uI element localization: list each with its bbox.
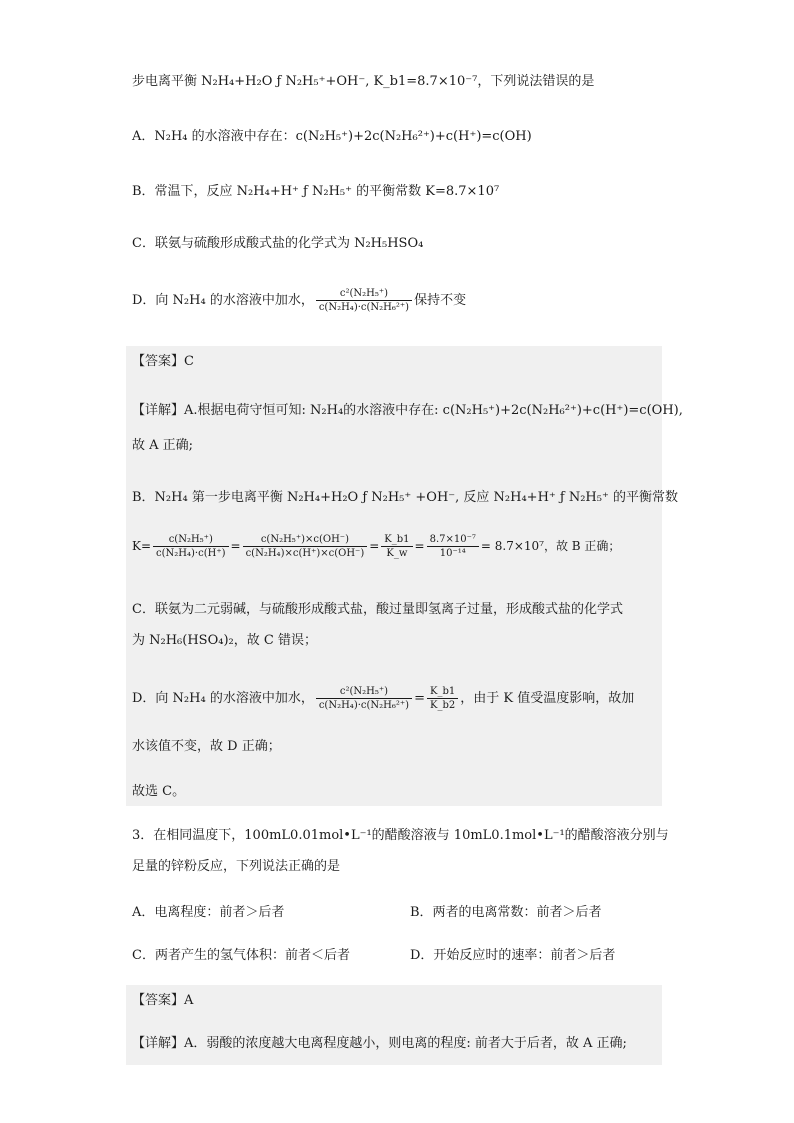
q2-option-d-fraction <box>316 287 412 314</box>
q2-option-d-post: 保持不变 <box>414 293 467 308</box>
equation-fraction-4 <box>427 533 479 560</box>
fraction-denominator: c(N₂H₄)·c(N₂H₆²⁺) <box>318 302 410 313</box>
q3-option-c: C．两者产生的氢气体积：前者＜后者 <box>132 948 350 963</box>
q3-detail-a: 【详解】A．弱酸的浓度越大电离程度越小，则电离的程度: 前者大于后者，故 A 正确; <box>132 1036 627 1051</box>
fraction-numerator: K_b1 <box>381 533 412 547</box>
fraction-denominator: c(N₂H₄)·c(H⁺) <box>156 548 226 559</box>
fraction-denominator: 10⁻¹⁴ <box>439 548 466 559</box>
q2-detail-a-line2: 故 A 正确; <box>132 438 194 453</box>
q2-detail-d-line2: 水该值不变，故 D 正确； <box>132 739 281 754</box>
equation-fraction-3 <box>381 533 412 560</box>
q2-option-d <box>132 284 466 318</box>
q2-option-c: C．联氨与硫酸形成酸式盐的化学式为 N₂H₅HSO₄ <box>132 236 424 251</box>
q2-answer: 【答案】C <box>132 354 194 369</box>
fraction-numerator: K_b1 <box>427 685 458 699</box>
fraction-numerator: c²(N₂H₅⁺) <box>316 685 412 699</box>
fraction-denominator: c(N₂H₄)×c(H⁺)×c(OH⁻) <box>245 548 365 559</box>
fraction-numerator: c(N₂H₅⁺) <box>153 533 228 547</box>
q2-detail-d-pre: D．向 N₂H₄ 的水溶液中加水， <box>132 691 314 706</box>
detail-d-fraction-2 <box>427 685 458 712</box>
fraction-denominator: K_b2 <box>429 700 456 711</box>
fraction-numerator: 8.7×10⁻⁷ <box>427 533 479 547</box>
q3-answer: 【答案】A <box>132 993 194 1008</box>
q3-option-b: B．两者的电离常数：前者＞后者 <box>410 905 602 920</box>
q2-detail-d-post: ，由于 K 值受温度影响，故加 <box>460 691 635 706</box>
q2-detail-a-line1: 【详解】A.根据电荷守恒可知: N₂H₄的水溶液中存在: c(N₂H₅⁺)+2c(N₂H₆²⁺)+c(H⁺)=c(OH), <box>132 403 683 418</box>
q2-detail-c-line2: 为 N₂H₆(HSO₄)₂，故 C 错误； <box>132 633 317 648</box>
q2-stem: 步电离平衡 N₂H₄+H₂O ƒ N₂H₅⁺+OH⁻, K_b1=8.7×10⁻⁷，下列说法错误的是 <box>132 74 595 89</box>
detail-d-fraction-1 <box>316 685 412 712</box>
q2-detail-b-equation: K= $\frac{\text{c(N₂H₅⁺)}}{\text{c(N₂H₄)·c(H⁺)}}$ = $\frac{\text{c(N₂H₅⁺)×c(OH⁻)}}{\text{c(N₂H₄)×c(H⁺)×c(OH⁻)}}$ = $\frac{K\_b1}{K\_w}$ = $\frac{\text{8.7×10⁻⁷}}{\text{10⁻¹⁴}}$ = 8.7×10⁷，故 B 正确； <box>132 534 621 559</box>
fraction-denominator: K_w <box>386 548 408 559</box>
q2-detail-b-line1: B．N₂H₄ 第一步电离平衡 N₂H₄+H₂O ƒ N₂H₅⁺ +OH⁻, 反应 N₂H₄+H⁺ ƒ N₂H₅⁺ 的平衡常数 <box>132 490 678 505</box>
fraction-denominator: c(N₂H₄)·c(N₂H₆²⁺) <box>318 700 410 711</box>
q2-detail-d-line1: D．向 N₂H₄ 的水溶液中加水， $\frac{\text{c²(N₂H₅⁺)}}{\text{c(N₂H₄)·c(N₂H₆²⁺)}}$ = $\frac{K\_b1}{K\_b2}$ ，由于 K 值受温度影响，故加 <box>132 686 635 711</box>
q3-stem-line2: 足量的锌粉反应，下列说法正确的是 <box>132 859 341 874</box>
fraction-numerator: c²(N₂H₅⁺) <box>316 287 412 301</box>
equation-fraction-2 <box>243 533 368 560</box>
q2-option-b: B．常温下，反应 N₂H₄+H⁺ ƒ N₂H₅⁺ 的平衡常数 K=8.7×10⁷ <box>132 184 500 199</box>
q2-option-a: A．N₂H₄ 的水溶液中存在：c(N₂H₅⁺)+2c(N₂H₆²⁺)+c(H⁺)=c(OH) <box>132 129 532 144</box>
equation-tail: = 8.7×10⁷，故 B 正确； <box>480 539 621 553</box>
fraction-numerator: c(N₂H₅⁺)×c(OH⁻) <box>243 533 368 547</box>
q2-conclusion: 故选 C。 <box>132 784 186 799</box>
q3-option-a: A．电离程度：前者＞后者 <box>132 905 285 920</box>
q3-option-d: D．开始反应时的速率：前者＞后者 <box>410 948 616 963</box>
q3-stem-line1: 3．在相同温度下，100mL0.01mol•L⁻¹的醋酸溶液与 10mL0.1mol•L⁻¹的醋酸溶液分别与 <box>132 828 669 843</box>
k-label: K= <box>132 539 152 553</box>
equation-fraction-1 <box>153 533 228 560</box>
q2-option-d-pre: D．向 N₂H₄ 的水溶液中加水， <box>132 293 314 308</box>
q2-detail-c-line1: C．联氨为二元弱碱，与硫酸形成酸式盐，酸过量即氢离子过量，形成酸式盐的化学式 <box>132 602 623 617</box>
